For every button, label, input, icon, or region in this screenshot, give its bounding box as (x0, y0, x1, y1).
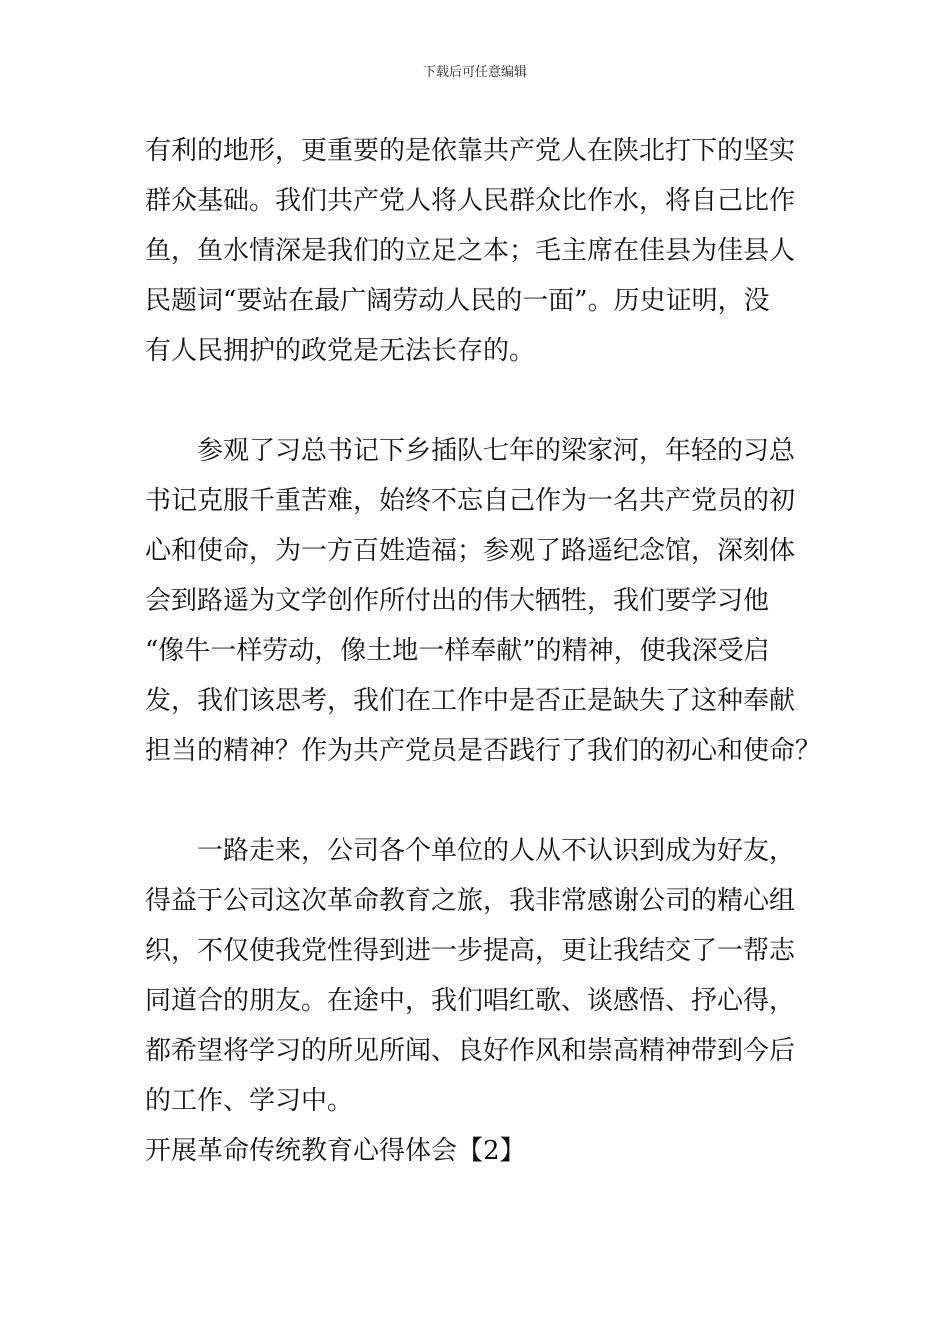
page-header: 下载后可任意编辑 (422, 65, 527, 80)
paragraph-line: 参观了习总书记下乡插队七年的梁家河，年轻的习总 (145, 436, 796, 466)
document-body (145, 126, 822, 1176)
section-title: 开展革命传统教育心得体会【2】 (145, 1136, 526, 1166)
paragraph-line: 心和使命，为一方百姓造福；参观了路遥纪念馆，深刻体 (145, 536, 796, 566)
paragraph-line: 有人民拥护的政党是无法长存的。 (145, 336, 536, 366)
paragraph-line: 的工作、学习中。 (145, 1086, 354, 1116)
paragraph-2 (145, 426, 822, 776)
paragraph-line: 担当的精神？作为共产党员是否践行了我们的初心和使命？ (145, 736, 822, 766)
paragraph-spacer (145, 776, 813, 826)
paragraph-line: 都希望将学习的所见所闻、良好作风和崇高精神带到今后 (145, 1036, 796, 1066)
paragraph-line: 织，不仅使我党性得到进一步提高，更让我结交了一帮志 (145, 936, 796, 966)
paragraph-line: 书记克服千重苦难，始终不忘自己作为一名共产党员的初 (145, 486, 796, 516)
paragraph-line: 鱼，鱼水情深是我们的立足之本；毛主席在佳县为佳县人 (145, 236, 796, 266)
paragraph-line: 一路走来，公司各个单位的人从不认识到成为好友， (145, 836, 796, 866)
paragraph-1 (145, 126, 813, 376)
paragraph-line: 群众基础。我们共产党人将人民群众比作水，将自己比作 (145, 186, 796, 216)
paragraph-line: 民题词“要站在最广阔劳动人民的一面”。历史证明，没 (145, 286, 770, 316)
paragraph-spacer (145, 376, 813, 426)
paragraph-line: “像牛一样劳动，像土地一样奉献”的精神，使我深受启 (145, 636, 770, 666)
paragraph-line: 得益于公司这次革命教育之旅，我非常感谢公司的精心组 (145, 886, 796, 916)
paragraph-3 (145, 826, 813, 1126)
paragraph-line: 发，我们该思考，我们在工作中是否正是缺失了这种奉献 (145, 686, 796, 716)
paragraph-line: 同道合的朋友。在途中，我们唱红歌、谈感悟、抒心得， (145, 986, 796, 1016)
paragraph-line: 会到路遥为文学创作所付出的伟大牺牲，我们要学习他 (145, 586, 770, 616)
paragraph-line: 有利的地形，更重要的是依靠共产党人在陕北打下的坚实 (145, 136, 796, 166)
